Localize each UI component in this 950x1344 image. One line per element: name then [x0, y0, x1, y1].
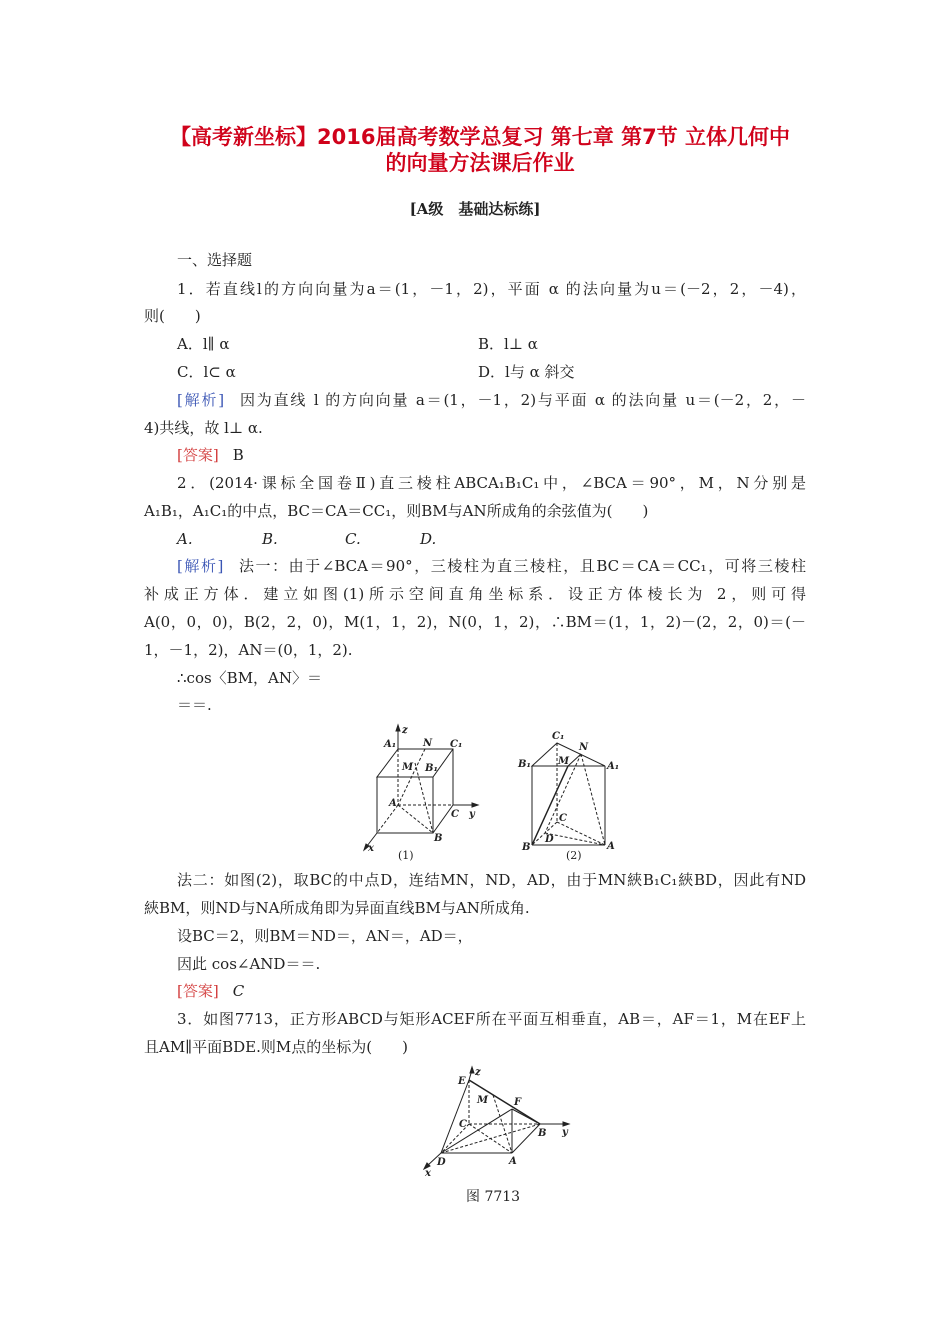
label-b: B: [434, 833, 443, 844]
q1-stem-cont: 则( ): [144, 307, 201, 325]
label-d: D: [437, 1157, 446, 1168]
q1-answer-value: B: [232, 446, 244, 464]
label-c: C: [559, 813, 567, 824]
section-heading: 一、选择题: [177, 251, 253, 269]
q2-option-a-label: A.: [177, 530, 193, 548]
label-x: x: [368, 843, 374, 854]
label-m: M: [402, 762, 414, 773]
q2-option-b-label: B.: [262, 530, 278, 548]
figure-3-solid: [424, 1067, 569, 1169]
label-d: D: [545, 834, 554, 845]
figure-3-labels: [424, 1067, 569, 1205]
label-b: B: [522, 842, 531, 853]
q2-answer-value: C: [232, 982, 245, 1000]
q1-option-c: C．l⊂ α: [177, 363, 236, 381]
q2-stem-cont: A₁B₁，A₁C₁的中点，BC＝CA＝CC₁，则BM与AN所成角的余弦值为( ): [144, 502, 649, 520]
q1-option-d: D．l与 α 斜交: [478, 363, 575, 381]
label-n: N: [423, 738, 433, 749]
label-c: C: [459, 1119, 467, 1130]
label-a: A: [607, 841, 615, 852]
q1-analysis-text: 因为直线 l 的方向向量 a＝(1，－1，2)与平面 α 的法向量 u＝(－2，2，－: [238, 391, 806, 409]
figure-1-caption: (1): [398, 849, 414, 862]
label-y: y: [562, 1127, 568, 1138]
label-f: F: [514, 1097, 522, 1108]
q2-method2-line4: 因此 cos∠AND＝＝.: [177, 955, 321, 973]
q2-stem: 2．(2014·课标全国卷Ⅱ)直三棱柱ABCA₁B₁C₁中，∠BCA＝90°，M，N分别是: [177, 474, 806, 492]
document-title-line2: 的向量方法课后作业: [385, 151, 575, 175]
label-a: A: [389, 798, 397, 809]
q2-option-c-label: C.: [345, 530, 361, 548]
label-m: M: [477, 1095, 489, 1106]
figure-2-caption: (2): [566, 849, 582, 862]
q2-method2-line1: 法二：如图(2)，取BC的中点D，连结MN，ND，AD，由于MN綊B₁C₁綊BD，因此有ND: [177, 871, 806, 889]
q1-option-a: A．l∥ α: [177, 335, 230, 353]
analysis-tag: [解析]: [177, 391, 225, 409]
label-m: M: [558, 756, 570, 767]
q2-analysis-line3: A(0，0，0)，B(2，2，0)，M(1，1，2)，N(0，1，2)，∴BM＝(1，1，2)－(2，2，0)＝(－: [144, 613, 806, 631]
figure-1-labels: [367, 725, 476, 862]
label-x: x: [425, 1168, 431, 1179]
label-y: y: [469, 809, 475, 820]
answer-tag: [答案]: [177, 446, 219, 464]
q2-option-d-label: D.: [420, 530, 437, 548]
figure-3-caption: 图 7713: [466, 1189, 521, 1205]
q1-stem: 1．若直线l的方向向量为a＝(1，－1，2)，平面 α 的法向量为u＝(－2，2，－4)，: [177, 280, 806, 298]
q2-analysis-line4: 1，－1，2)，AN＝(0，1，2).: [144, 641, 353, 659]
label-a: A: [509, 1156, 517, 1167]
label-a1: A₁: [384, 739, 397, 750]
label-z: z: [475, 1067, 481, 1078]
q2-method2-line3: 设BC＝2，则BM＝ND＝，AN＝，AD＝，: [177, 927, 473, 945]
q2-analysis-line2: 补成正方体．建立如图(1)所示空间直角坐标系．设正方体棱长为 2，则可得: [144, 585, 806, 603]
label-z: z: [402, 725, 408, 736]
q2-method2-line2: 綊BM，则ND与NA所成角即为异面直线BM与AN所成角.: [144, 899, 530, 917]
label-c: C: [451, 809, 459, 820]
label-n: N: [579, 742, 589, 753]
label-b: B: [538, 1128, 547, 1139]
level-heading: [A级 基础达标练]: [409, 200, 541, 218]
label-b1: B₁: [518, 759, 531, 770]
q3-stem: 3．如图7713，正方形ABCD与矩形ACEF所在平面互相垂直，AB＝，AF＝1，M在EF上: [177, 1010, 806, 1028]
q3-stem-cont: 且AM∥平面BDE.则M点的坐标为( ): [144, 1038, 408, 1056]
label-a1: A₁: [607, 761, 620, 772]
q2-analysis-line5: ∴cos〈BM，AN〉＝: [177, 669, 323, 687]
label-c1: C₁: [552, 731, 565, 742]
q1-option-b: B．l⊥ α: [478, 335, 538, 353]
label-b1: B₁: [425, 763, 438, 774]
label-e: E: [458, 1076, 466, 1087]
q1-analysis-cont: 4)共线，故 l⊥ α.: [144, 419, 263, 437]
answer-tag: [答案]: [177, 982, 219, 1000]
q2-analysis-line1: 法一：由于∠BCA＝90°，三棱柱为直三棱柱，且BC＝CA＝CC₁，可将三棱柱: [237, 557, 806, 575]
q2-answer: [177, 981, 244, 1001]
label-c1: C₁: [450, 739, 463, 750]
q2-analysis-line6: ＝＝.: [177, 696, 212, 714]
analysis-tag: [解析]: [177, 557, 224, 575]
document-title-line1: 【高考新坐标】2016届高考数学总复习 第七章 第7节 立体几何中: [170, 125, 790, 149]
